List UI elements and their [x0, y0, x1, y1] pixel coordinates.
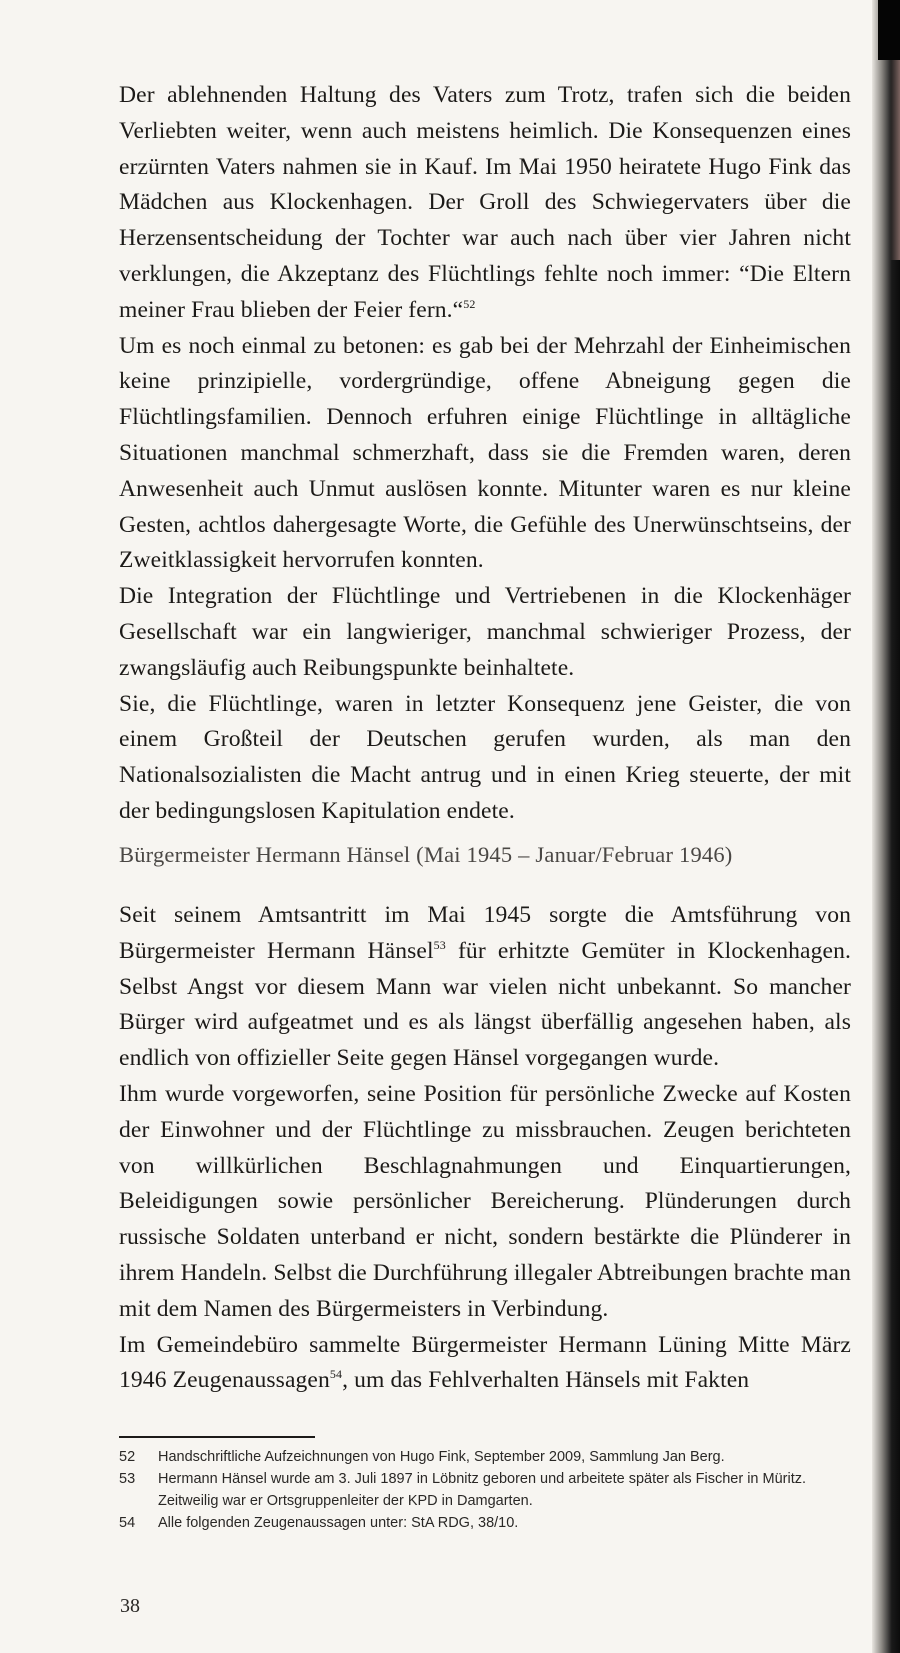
section-heading: Bürgermeister Hermann Hänsel (Mai 1945 – Januar/Februar 1946) [119, 842, 733, 867]
footnote [119, 1446, 854, 1468]
footnote-ref[interactable]: 53 [433, 937, 446, 952]
page-number: 38 [120, 1595, 140, 1617]
footnote-text: Handschriftliche Aufzeichnungen von Hugo Fink, September 2009, Sammlung Jan Berg. [158, 1449, 725, 1465]
footnote-number: 53 [119, 1471, 136, 1487]
footnote [119, 1512, 854, 1534]
footnote-number: 54 [119, 1515, 136, 1531]
scan-binding-shadow [878, 0, 900, 60]
footnotes [119, 1446, 854, 1534]
scan-edge-tint [890, 60, 900, 260]
paragraph: Im Gemeindebüro sammelte Bürgermeister Hermann Lüning Mitte März 1946 Zeugenaussagen$^{54}$, um das Fehlverhalten Hänsels mit Fakten [119, 1331, 851, 1394]
paragraph: Ihm wurde vorgeworfen, seine Position für persönliche Zwecke auf Kosten der Einwohner und der Flüchtlinge zu missbrauchen. Zeugen berichteten von willkürlichen Beschlagnahmungen und Einquartierungen, Beleidigungen sowie persönlicher Bereicherung. Plünderungen durch russische Soldaten unterband er nicht, sondern bestärkte die Plünderer in ihrem Handeln. Selbst die Durchführung illegaler Abtreibungen brachte man mit dem Namen des Bürgermeisters in Verbindung. [119, 1080, 851, 1322]
footnote-ref[interactable]: 54 [329, 1367, 343, 1382]
main-text-block [119, 78, 851, 830]
section-text-block [119, 898, 851, 1399]
footnote-text: Alle folgenden Zeugenaussagen unter: StA RDG, 38/10. [158, 1515, 519, 1531]
footnote-ref[interactable]: 52 [463, 296, 476, 311]
paragraph: Sie, die Flüchtlinge, waren in letzter Konsequenz jene Geister, die von einem Großteil der Deutschen gerufen wurden, als man den Nationalsozialisten die Macht antrug und in einen Krieg steuerte, der mit der bedingungslosen Kapitulation endete. [119, 690, 851, 824]
paragraph: Der ablehnenden Haltung des Vaters zum Trotz, trafen sich die beiden Verliebten weiter, wenn auch meistens heimlich. Die Konsequenzen eines erzürnten Vaters nahmen sie in Kauf. Im Mai 1950 heiratete Hugo Fink das Mädchen aus Klockenhagen. Der Groll des Schwiegervaters über die Herzensentscheidung der Tochter war auch nach über vier Jahren nicht verklungen, die Akzeptanz des Flüchtlings fehlte noch immer: “Die Eltern meiner Frau blieben der Feier fern.“$^{52}$ [119, 82, 851, 323]
footnote-divider [119, 1436, 315, 1438]
paragraph: Die Integration der Flüchtlinge und Vertriebenen in die Klockenhäger Gesellschaft war ein langwieriger, manchmal schwieriger Prozess, der zwangsläufig auch Reibungspunkte beinhaltete. [119, 583, 851, 681]
paragraph: Seit seinem Amtsantritt im Mai 1945 sorgte die Amtsführung von Bürgermeister Hermann Hänsel$^{53}$ für erhitzte Gemüter in Klockenhagen. Selbst Angst vor diesem Mann war vielen nicht unbekannt. So mancher Bürger wird aufgeatmet und es als längst überfällig angesehen haben, als endlich von offizieller Seite gegen Hänsel vorgegangen wurde. [119, 902, 851, 1072]
footnote-number: 52 [119, 1449, 136, 1465]
footnote [119, 1468, 854, 1512]
footnote-text: Hermann Hänsel wurde am 3. Juli 1897 in Löbnitz geboren und arbeitete später als Fischer in Müritz. Zeitweilig war er Ortsgruppenleiter der KPD in Damgarten. [158, 1471, 807, 1509]
paragraph: Um es noch einmal zu betonen: es gab bei der Mehrzahl der Einheimischen keine prinzipielle, vordergründige, offene Abneigung gegen die Flüchtlingsfamilien. Dennoch erfuhren einige Flüchtlinge in alltägliche Situationen manchmal schmerzhaft, dass sie die Fremden waren, deren Anwesenheit auch Unmut auslösen konnte. Mitunter waren es nur kleine Gesten, achtlos dahergesagte Worte, die Gefühle des Unerwünschtseins, der Zweitklassigkeit hervorrufen konnten. [119, 332, 851, 574]
